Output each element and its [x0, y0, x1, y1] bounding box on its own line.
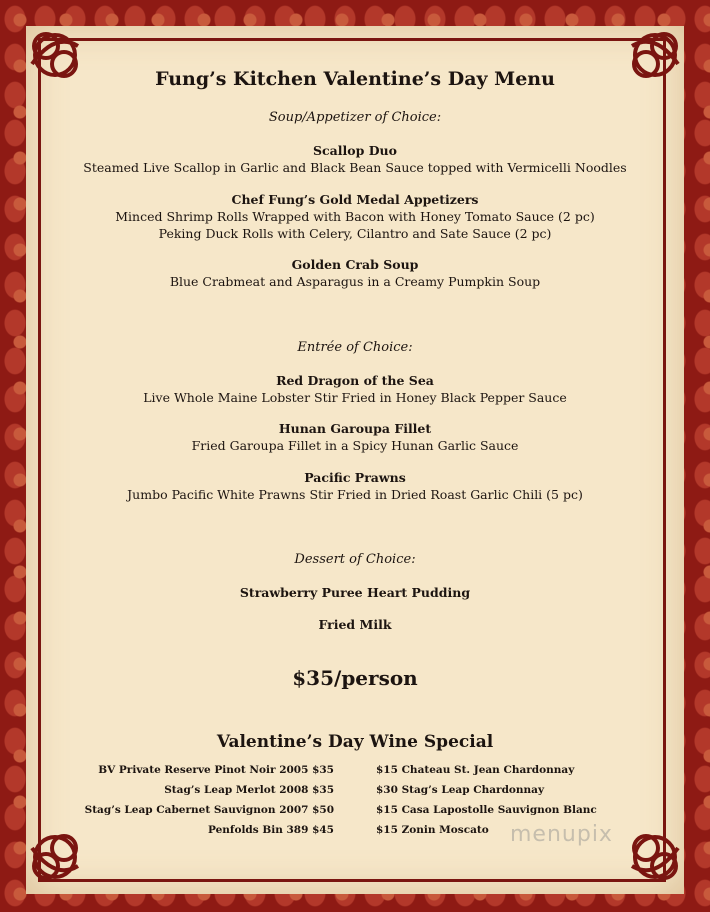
dish-name: Hunan Garoupa Fillet	[278, 421, 432, 436]
wine-item: Penfolds Bin 389 $45	[208, 824, 334, 836]
dessert-heading: Dessert of Choice:	[294, 552, 416, 567]
dish-description: Minced Shrimp Rolls Wrapped with Bacon with Honey Tomato Sauce (2 pc)	[115, 209, 595, 224]
wine-item: Stag’s Leap Cabernet Sauvignon 2007 $50	[84, 804, 334, 816]
wine-item: $15 Zonin Moscato	[376, 824, 489, 836]
wine-item: $15 Chateau St. Jean Chardonnay	[376, 764, 575, 776]
dessert-name: Strawberry Puree Heart Pudding	[239, 585, 471, 600]
dish-description: Fried Garoupa Fillet in a Spicy Hunan Garlic Sauce	[191, 438, 519, 453]
dish-name: Scallop Duo	[313, 143, 397, 158]
wine-item: Stag’s Leap Merlot 2008 $35	[164, 784, 334, 796]
wine-title: Valentine’s Day Wine Special	[216, 732, 494, 752]
dessert-name: Fried Milk	[318, 617, 392, 632]
wine-item: $30 Stag’s Leap Chardonnay	[376, 784, 545, 796]
watermark-logo: menupix	[510, 822, 613, 847]
dish-name: Chef Fung’s Gold Medal Appetizers	[231, 192, 479, 207]
wine-item: $15 Casa Lapostolle Sauvignon Blanc	[376, 804, 597, 816]
menu-title: Fung’s Kitchen Valentine’s Day Menu	[155, 68, 555, 90]
menu-price: $35/person	[292, 666, 418, 690]
appetizer-heading: Soup/Appetizer of Choice:	[268, 110, 442, 125]
entree-heading: Entrée of Choice:	[297, 340, 413, 355]
wine-item: BV Private Reserve Pinot Noir 2005 $35	[98, 764, 334, 776]
dish-description: Blue Crabmeat and Asparagus in a Creamy Pumpkin Soup	[169, 274, 541, 289]
dish-description: Peking Duck Rolls with Celery, Cilantro and Sate Sauce (2 pc)	[158, 226, 552, 241]
dish-name: Golden Crab Soup	[291, 257, 419, 272]
dish-description: Live Whole Maine Lobster Stir Fried in Honey Black Pepper Sauce	[143, 390, 567, 405]
dish-description: Steamed Live Scallop in Garlic and Black Bean Sauce topped with Vermicelli Noodles	[83, 160, 627, 175]
dish-description: Jumbo Pacific White Prawns Stir Fried in Dried Roast Garlic Chili (5 pc)	[127, 487, 583, 502]
dish-name: Pacific Prawns	[304, 470, 406, 485]
dish-name: Red Dragon of the Sea	[276, 373, 434, 388]
